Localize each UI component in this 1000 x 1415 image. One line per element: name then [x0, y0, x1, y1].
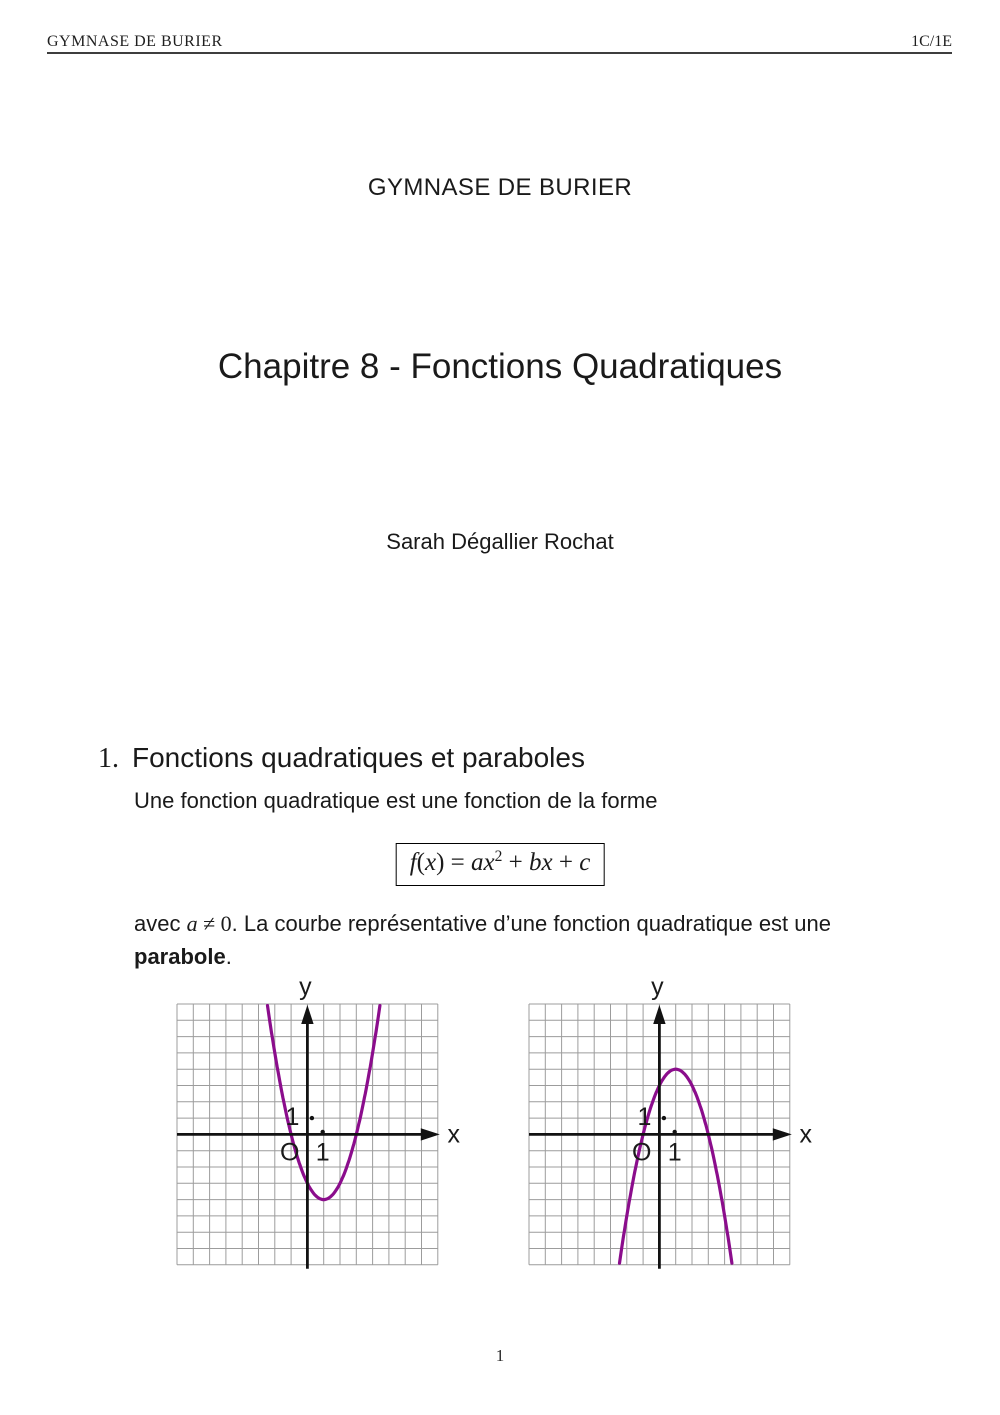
- section-number: 1.: [98, 743, 119, 774]
- origin-label: O: [631, 1138, 652, 1167]
- parabola-graph-opening-up: [171, 972, 471, 1272]
- text-segment: =: [444, 849, 472, 876]
- description-paragraph: [134, 907, 834, 973]
- x-unit-tick-dot: [673, 1130, 677, 1134]
- y-axis-label: y: [651, 973, 664, 1001]
- text-segment: +: [552, 849, 580, 876]
- y-tick-label: 1: [285, 1103, 300, 1132]
- y-unit-tick-dot: [310, 1116, 314, 1120]
- y-tick-label: 1: [637, 1103, 652, 1132]
- x-tick-label: 1: [667, 1138, 682, 1167]
- x-tick-label: 1: [315, 1138, 330, 1167]
- x-axis-arrow: [421, 1128, 440, 1140]
- text-segment: c: [579, 849, 591, 876]
- institution-name: GYMNASE DE BURIER: [367, 174, 633, 201]
- y-axis-arrow: [301, 1005, 313, 1024]
- y-unit-tick-dot: [662, 1116, 666, 1120]
- section-heading: [98, 742, 585, 775]
- quadratic-formula-box: [396, 843, 605, 886]
- text-segment: x: [424, 849, 437, 876]
- text-segment: 2: [494, 848, 503, 866]
- text-segment: .: [225, 944, 232, 969]
- intro-paragraph: Une fonction quadratique est une fonction de la forme: [134, 788, 658, 813]
- author-name: Sarah Dégallier Rochat: [386, 529, 614, 554]
- text-segment: ≠ 0: [197, 911, 232, 936]
- section-title: Fonctions quadratiques et paraboles: [132, 742, 585, 773]
- header-class-code: 1C/1E: [911, 33, 952, 50]
- header-rule: [47, 52, 952, 54]
- chapter-title: Chapitre 8 - Fonctions Quadratiques: [217, 347, 783, 386]
- x-axis-label: x: [799, 1120, 813, 1149]
- text-segment: ax: [471, 849, 495, 876]
- text-segment: ): [436, 849, 445, 876]
- parabola-graph-opening-down: [523, 972, 823, 1272]
- x-unit-tick-dot: [321, 1130, 325, 1134]
- x-axis-arrow: [773, 1128, 792, 1140]
- text-segment: . La courbe représentative d’une fonction quadratique est une: [231, 911, 831, 936]
- y-axis-arrow: [653, 1005, 665, 1024]
- y-axis-label: y: [299, 973, 312, 1001]
- text-segment: bx: [528, 849, 553, 876]
- header-school-name: GYMNASE DE BURIER: [47, 33, 223, 50]
- page-number: 1: [495, 1346, 505, 1365]
- text-segment: (: [416, 849, 425, 876]
- x-axis-label: x: [447, 1120, 461, 1149]
- text-segment: parabole: [134, 944, 226, 969]
- text-segment: +: [502, 849, 529, 876]
- text-segment: avec: [134, 911, 187, 936]
- text-segment: a: [186, 911, 198, 936]
- text-segment: f: [409, 849, 417, 876]
- origin-label: O: [279, 1138, 300, 1167]
